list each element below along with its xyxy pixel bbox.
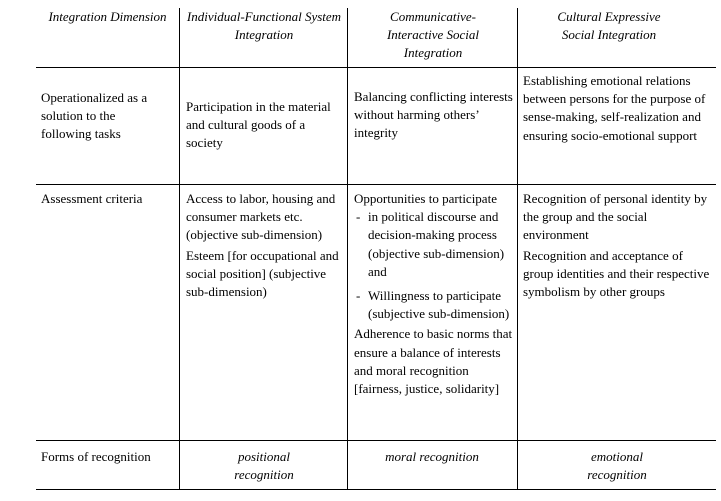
row-label-forms: Forms of recognition bbox=[41, 449, 151, 464]
column-divider-3 bbox=[517, 8, 518, 489]
row-label-criteria: Assessment criteria bbox=[41, 191, 143, 206]
criteria-cultural-group: Recognition and acceptance of group identities and their respective symbolism by other groups bbox=[523, 247, 710, 300]
forms-cultural: emotional recognition bbox=[587, 449, 647, 483]
column-divider-2 bbox=[347, 8, 348, 489]
tasks-cultural: Establishing emotional relations between persons for the purpose of sense-making, self-realization and ensuring socio-emotional support bbox=[523, 73, 706, 143]
row-divider-criteria bbox=[36, 440, 716, 441]
integration-table bbox=[36, 0, 716, 495]
list-item: - in political discourse and decision-making process (objective sub-dimension) and bbox=[354, 208, 516, 281]
criteria-individual-subjective: Esteem [for occupational and social position] (subjective sub-dimension) bbox=[186, 247, 339, 300]
forms-individual: positional recognition bbox=[234, 449, 294, 483]
header-cultural-expressive: Cultural Expressive Social Integration bbox=[557, 9, 661, 43]
tasks-communicative: Balancing conflicting interests without harming others’ integrity bbox=[354, 89, 513, 141]
row-label-tasks: Operationalized as a solution to the following tasks bbox=[41, 90, 148, 142]
header-individual-functional: Individual-Functional System Integration bbox=[186, 9, 342, 43]
column-divider-1 bbox=[179, 8, 180, 489]
row-divider-tasks bbox=[36, 184, 716, 185]
header-dimension: Integration Dimension bbox=[48, 9, 167, 24]
header-communicative-interactive: Communicative-Interactive Social Integration bbox=[386, 9, 480, 61]
criteria-cultural bbox=[523, 190, 711, 301]
criteria-individual-objective: Access to labor, housing and consumer markets etc. (objective sub-dimension) bbox=[186, 191, 336, 243]
forms-communicative: moral recognition bbox=[385, 449, 479, 464]
criteria-communicative-intro: Opportunities to participate bbox=[354, 191, 497, 206]
tasks-individual: Participation in the material and cultural goods of a society bbox=[186, 99, 331, 151]
criteria-communicative bbox=[354, 190, 516, 398]
row-divider-bottom bbox=[36, 489, 716, 490]
list-item: - Willingness to participate (subjective sub-dimension) bbox=[354, 287, 516, 323]
criteria-communicative-list bbox=[354, 208, 516, 323]
criteria-communicative-outro: Adherence to basic norms that ensure a balance of interests and moral recognition [fairness, justice, solidarity] bbox=[354, 326, 513, 397]
criteria-cultural-personal: Recognition of personal identity by the group and the social environment bbox=[523, 191, 708, 243]
criteria-individual bbox=[186, 190, 346, 301]
row-divider-header bbox=[36, 67, 716, 68]
